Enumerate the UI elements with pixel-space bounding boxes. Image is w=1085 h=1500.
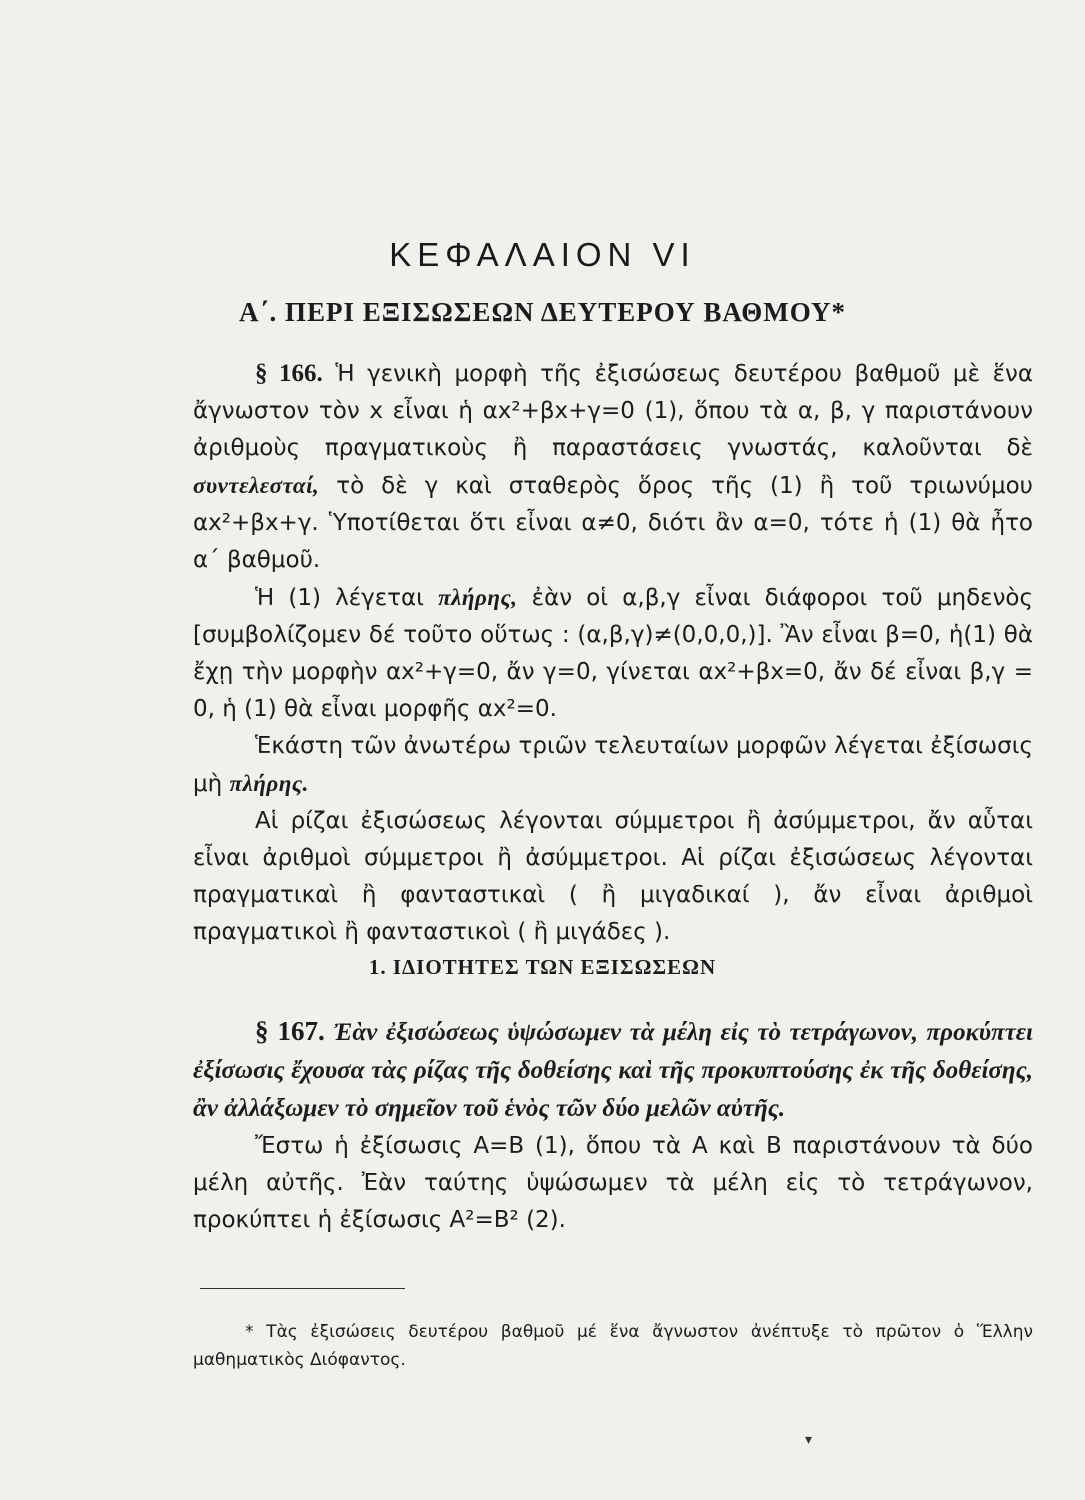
paragraph-166 — [193, 355, 1033, 579]
paragraph-number: § 166. — [255, 360, 323, 387]
theorem-text: Ἐὰν ἐξισώσεως ὑψώσωμεν τὰ μέλη εἰς τὸ τετράγωνον, προκύπτει ἐξίσωσις ἔχουσα τὰς ρίζας τῆς δοθείσης καὶ τῆς προκυπτούσης ἐκ τῆς δοθείσης, ἂν ἀλλάξωμεν τὸ σημεῖον τοῦ ἑνὸς τῶν δύο μελῶν αὐτῆς. — [193, 1019, 1033, 1122]
chapter-title: ΚΕΦΑΛΑΙΟΝ VI — [389, 236, 696, 273]
paragraph-text: Ἡ (1) λέγεται — [255, 585, 439, 611]
body-text-upper — [193, 355, 1033, 951]
paragraph-text: ἐὰν οἱ α,β,γ εἶναι διάφοροι τοῦ μηδενὸς [συμβολίζομεν δέ τοῦτο οὕτως : (α,β,γ)≠(0,0,0,)]. Ἂν εἶναι β=0, ἡ(1) θὰ ἔχῃ τὴν μορφὴν αx²+γ=0, ἄν γ=0, γίνεται αx²+βx=0, ἄν δέ εἶναι β,γ = 0, ἡ (1) θὰ εἶναι μορφῆς αx²=0. — [193, 585, 1033, 722]
paragraph-roots: Αἱ ρίζαι ἐξισώσεως λέγονται σύμμετροι ἢ ἀσύμμετροι, ἄν αὗται εἶναι ἀριθμοὶ σύμμετροι ἢ ἀσύμμετροι. Αἱ ρίζαι ἐξισώσεως λέγονται πραγματικαὶ ἢ φανταστικαὶ ( ἢ μιγαδικαί ), ἄν εἶναι ἀριθμοὶ πραγματικοὶ ἢ φανταστικοὶ ( ἢ μιγάδες ). — [193, 808, 1033, 945]
subsection-title: 1. ΙΔΙΟΤΗΤΕΣ ΤΩΝ ΕΞΙΣΩΣΕΩΝ — [368, 955, 717, 979]
body-text-lower — [193, 1012, 1033, 1239]
paragraph-text: τὸ δὲ γ καὶ σταθερὸς ὅρος τῆς (1) ἢ τοῦ τριωνύμου αx²+βx+γ. Ὑποτίθεται ὅτι εἶναι α≠0, διότι ἂν α=0, τότε ἡ (1) θὰ ἦτο α΄ βαθμοῦ. — [193, 473, 1033, 573]
paragraph-text: Ἑκάστη τῶν ἀνωτέρω τριῶν τελευταίων μορφῶν λέγεται ἐξίσωσις μὴ — [193, 733, 1033, 797]
defined-term: πλήρης. — [229, 771, 309, 796]
paragraph-167-proof: Ἔστω ἡ ἐξίσωσις Α=Β (1), ὅπου τὰ Α καὶ Β παριστάνουν τὰ δύο μέλη αὐτῆς. Ἐὰν ταύτης ὑψώσωμεν τὰ μέλη εἰς τὸ τετράγωνον, προκύπτει ἡ ἐξίσωσις Α²=Β² (2). — [193, 1133, 1033, 1233]
paragraph-incomplete-equation — [193, 728, 1033, 803]
footnote-text: * Τὰς ἐξισώσεις δευτέρου βαθμοῦ μέ ἕνα ἄγνωστον ἀνέπτυξε τὸ πρῶτον ὁ Ἕλλην μαθηματικὸς Διόφαντος. — [193, 1322, 1033, 1370]
paragraph-text: Ἡ γενικὴ μορφὴ τῆς ἐξισώσεως δευτέρου βαθμοῦ μὲ ἕνα ἄγνωστον τὸν x εἶναι ἡ αx²+βx+γ=0 (1), ὅπου τὰ α, β, γ παριστάνουν ἀριθμοὺς πραγματικοὺς ἢ παραστάσεις γνωστάς, καλοῦνται δὲ — [193, 361, 1034, 461]
page-mark: ▾ — [805, 1432, 813, 1448]
section-title: Α΄. ΠΕΡΙ ΕΞΙΣΩΣΕΩΝ ΔΕΥΤΕΡΟΥ ΒΑΘΜΟΥ* — [238, 297, 847, 327]
footnote-divider — [200, 1288, 405, 1289]
footnote — [193, 1318, 1033, 1374]
paragraph-number: § 167. — [255, 1016, 325, 1046]
paragraph-167-theorem — [193, 1012, 1033, 1128]
defined-term: πλήρης, — [438, 585, 518, 610]
paragraph-complete-equation — [193, 579, 1033, 728]
defined-term: συντελεσταί, — [193, 473, 320, 498]
